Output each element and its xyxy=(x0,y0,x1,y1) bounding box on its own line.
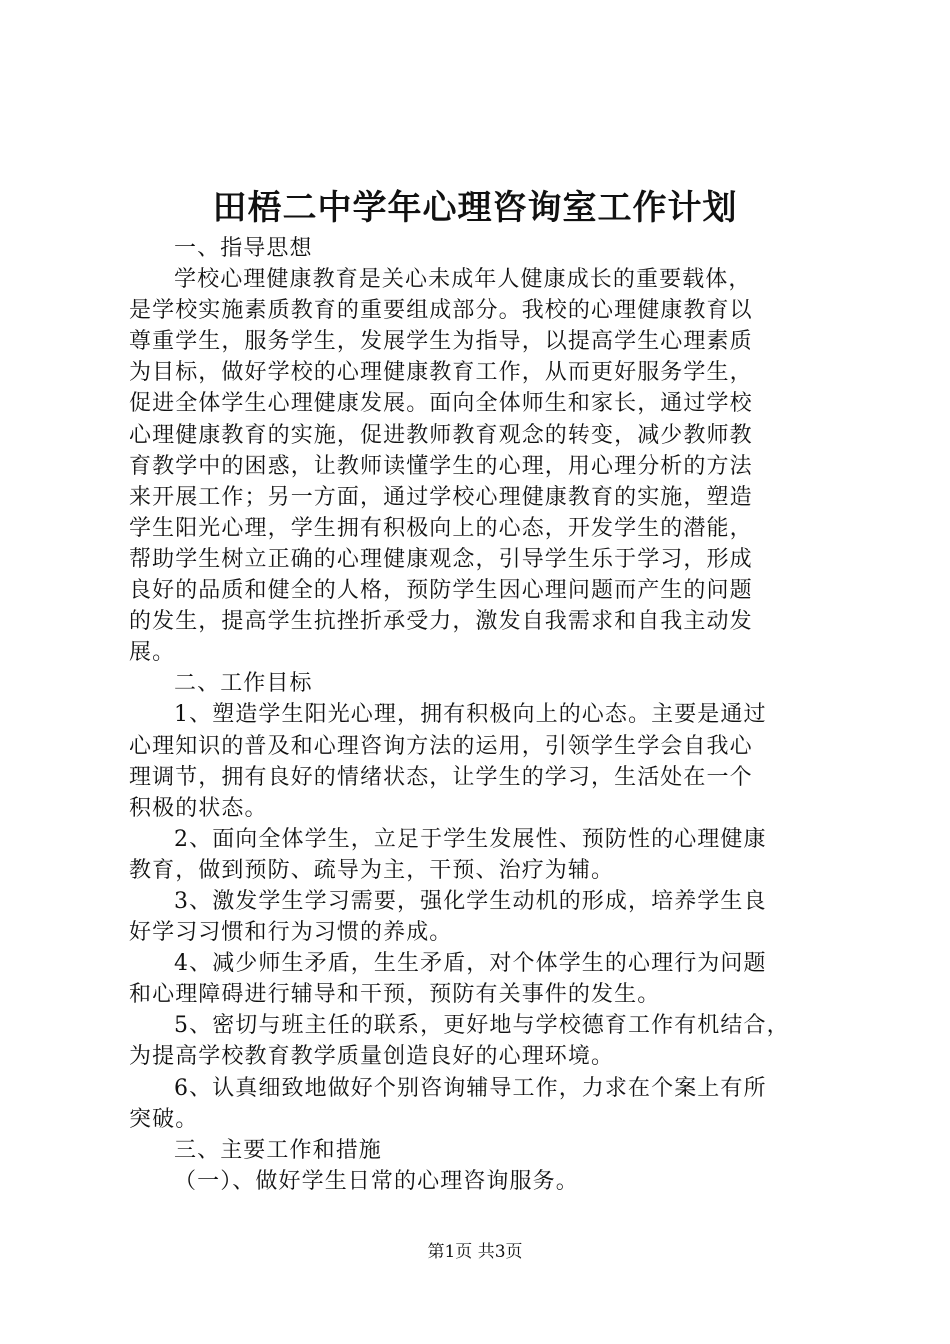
paragraph-line: 4、减少师生矛盾，生生矛盾，对个体学生的心理行为问题 xyxy=(174,951,767,977)
paragraph-line: 理调节，拥有良好的情绪状态，让学生的学习，生活处在一个 xyxy=(129,764,753,790)
paragraph-line: 学生阳光心理，学生拥有积极向上的心态，开发学生的潜能， xyxy=(129,515,753,541)
paragraph-line: 6、认真细致地做好个别咨询辅导工作，力求在个案上有所 xyxy=(174,1075,767,1101)
section-heading: （一）、做好学生日常的心理咨询服务。 xyxy=(174,1168,579,1194)
paragraph-line: 为提高学校教育教学质量创造良好的心理环境。 xyxy=(129,1044,615,1070)
paragraph-line: 心理知识的普及和心理咨询方法的运用，引领学生学会自我心 xyxy=(129,733,753,759)
paragraph-line: 和心理障碍进行辅导和干预，预防有关事件的发生。 xyxy=(129,982,661,1008)
paragraph-line: 为目标，做好学校的心理健康教育工作，从而更好服务学生， xyxy=(129,360,753,386)
document-body xyxy=(129,233,829,1197)
paragraph-line: 帮助学生树立正确的心理健康观念，引导学生乐于学习，形成 xyxy=(129,546,753,572)
paragraph-line: 来开展工作；另一方面，通过学校心理健康教育的实施，塑造 xyxy=(129,484,753,510)
paragraph-line: 教育，做到预防、疏导为主，干预、治疗为辅。 xyxy=(129,857,615,883)
paragraph-line: 良好的品质和健全的人格，预防学生因心理问题而产生的问题 xyxy=(129,578,753,604)
paragraph-line: 的发生，提高学生抗挫折承受力，激发自我需求和自我主动发 xyxy=(129,609,753,635)
section-heading: 二、工作目标 xyxy=(174,671,313,697)
paragraph-line: 尊重学生，服务学生，发展学生为指导，以提高学生心理素质 xyxy=(129,329,753,355)
page-footer: 第1页 共3页 xyxy=(427,1242,523,1262)
section-heading: 三、主要工作和措施 xyxy=(174,1137,382,1163)
paragraph-line: 积极的状态。 xyxy=(129,795,268,821)
section-heading: 一、指导思想 xyxy=(174,236,313,261)
document-title: 田梧二中学年心理咨询室工作计划 xyxy=(212,188,738,228)
paragraph-line: 促进全体学生心理健康发展。面向全体师生和家长，通过学校 xyxy=(129,391,753,417)
paragraph-line: 好学习习惯和行为习惯的养成。 xyxy=(129,920,453,946)
paragraph-line: 是学校实施素质教育的重要组成部分。我校的心理健康教育以 xyxy=(129,298,753,324)
paragraph-line: 5、密切与班主任的联系，更好地与学校德育工作有机结合， xyxy=(174,1013,790,1039)
paragraph-line: 育教学中的困惑，让教师读懂学生的心理，用心理分析的方法 xyxy=(129,453,753,479)
paragraph-line: 1、塑造学生阳光心理，拥有积极向上的心态。主要是通过 xyxy=(174,702,767,728)
paragraph-line: 突破。 xyxy=(129,1106,199,1132)
paragraph-line: 展。 xyxy=(129,640,176,666)
paragraph-line: 3、激发学生学习需要，强化学生动机的形成，培养学生良 xyxy=(174,888,767,914)
paragraph-line: 2、面向全体学生，立足于学生发展性、预防性的心理健康 xyxy=(174,826,767,852)
paragraph-line: 学校心理健康教育是关心未成年人健康成长的重要载体， xyxy=(174,267,752,293)
paragraph-line: 心理健康教育的实施，促进教师教育观念的转变，减少教师教 xyxy=(129,422,753,448)
